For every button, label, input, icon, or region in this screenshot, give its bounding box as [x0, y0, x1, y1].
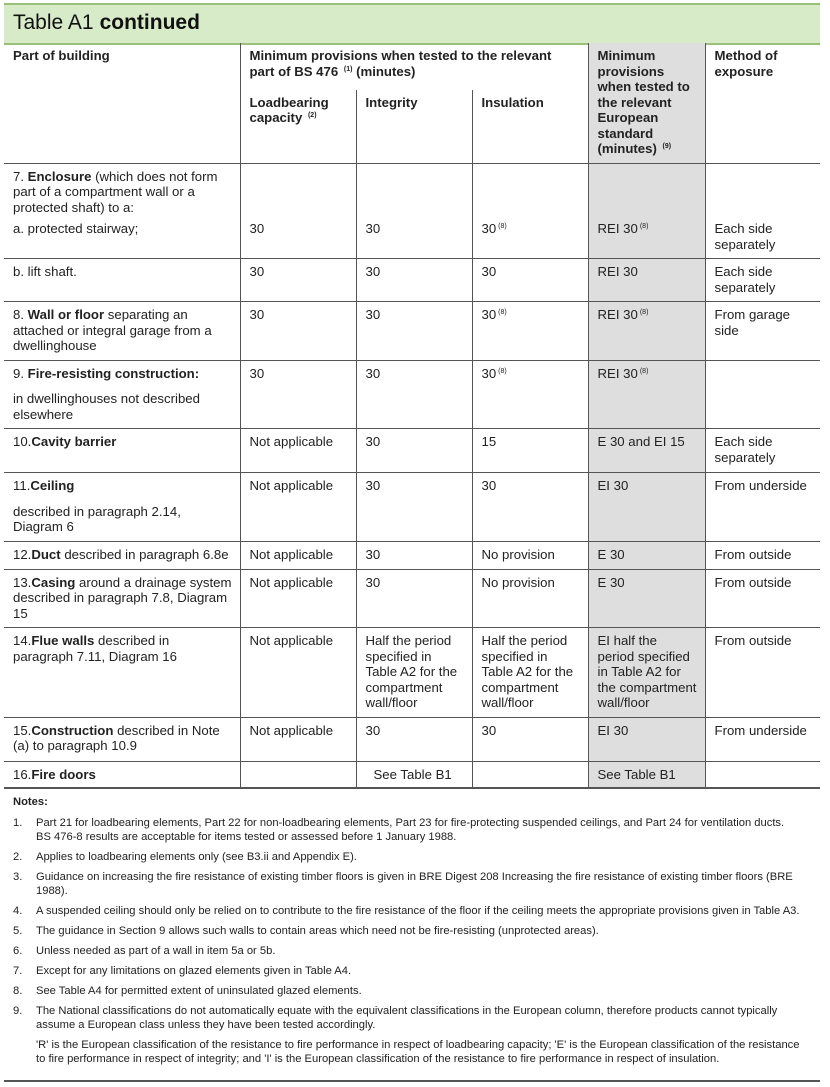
note-number: 6.: [13, 945, 23, 957]
note-body: Except for any limitations on glazed elements given in Table A4.: [36, 965, 352, 977]
note-item: [4, 816, 820, 844]
table-row: [4, 628, 820, 718]
empty-cell: [356, 163, 472, 221]
row16-load: [240, 761, 356, 789]
row15-integrity: 30: [356, 717, 472, 761]
row10-method: Each side separately: [705, 429, 820, 473]
row15-part: [4, 717, 240, 761]
header-row: [4, 43, 820, 90]
header-european-text: Minimum provisions when tested to the relevant European standard (minutes): [597, 48, 690, 156]
row16-integrity: See Table B1: [356, 761, 472, 789]
row7b-part: b. lift shaft.: [4, 259, 240, 302]
row-number: 8.: [13, 307, 24, 322]
row-description: (which does not form part of a compartment wall or a protected shaft) to a:: [13, 168, 218, 215]
row-number: 16.: [13, 766, 32, 782]
note-item: [4, 904, 820, 918]
row11-insulation: 30: [472, 473, 588, 542]
note-number: 4.: [13, 905, 23, 917]
row7b-integrity: 30: [356, 259, 472, 302]
table-row: [4, 761, 820, 789]
row-description: described in paragraph 6.8e: [64, 546, 229, 562]
row10-european: E 30 and EI 15: [588, 429, 705, 473]
note-number: 1.: [13, 817, 23, 829]
row7a-method: Each side separately: [705, 221, 820, 259]
note-item: [4, 870, 820, 898]
note-item: [4, 964, 820, 978]
row7b-insulation: 30: [472, 259, 588, 302]
note-text: [36, 984, 820, 998]
row-description: around a drainage system described in paragraph 7.8, Diagram 15: [13, 574, 232, 621]
fire-resistance-table: [4, 43, 820, 789]
row15-insulation: 30: [472, 717, 588, 761]
header-european: [588, 43, 705, 163]
row-description: described in Note (a) to paragraph 10.9: [13, 722, 220, 753]
row11-part: [4, 473, 240, 542]
row12-insulation: No provision: [472, 541, 588, 569]
table-row: [4, 163, 820, 221]
row11-integrity: 30: [356, 473, 472, 542]
row12-method: From outside: [705, 541, 820, 569]
notes-section: [4, 787, 820, 1072]
cell-value: REI 30: [597, 365, 638, 381]
row8-insulation: [472, 302, 588, 361]
header-loadbearing: [240, 90, 356, 163]
row-heading: Cavity barrier: [31, 434, 117, 449]
row13-method: From outside: [705, 569, 820, 628]
note-text: [36, 870, 820, 898]
row16-part: [4, 761, 240, 789]
row-heading: Fire doors: [31, 766, 96, 782]
note-item: [4, 924, 820, 938]
header-min-bs-text: Minimum provisions when tested to the relevant part of BS 476: [249, 48, 552, 79]
row-heading: Flue walls: [31, 633, 95, 648]
row9-part: [4, 360, 240, 429]
table-row: [4, 360, 820, 429]
row-number: 15.: [13, 722, 32, 738]
row-heading: Ceiling: [30, 478, 75, 493]
row13-insulation: No provision: [472, 569, 588, 628]
row-heading: Wall or floor: [27, 307, 105, 322]
table-row: [4, 259, 820, 302]
cell-sup: (8): [498, 367, 507, 375]
note-item: [4, 850, 820, 864]
cell-value: 30: [481, 221, 497, 236]
row-number: 13.: [13, 574, 32, 590]
row-number: 12.: [13, 546, 32, 562]
row11-european: EI 30: [588, 473, 705, 542]
note-text: [36, 944, 820, 958]
row-number: 11.: [13, 478, 31, 493]
note-item: [4, 1004, 820, 1066]
row11-method: From underside: [705, 473, 820, 542]
note-text: [36, 850, 820, 864]
row8-part: [4, 302, 240, 361]
table-row: [4, 541, 820, 569]
row9-integrity: 30: [356, 360, 472, 429]
note-body: Unless needed as part of a wall in item 5a or 5b.: [36, 945, 276, 957]
table-title-prefix: Table A1: [13, 11, 94, 34]
table-row: [4, 717, 820, 761]
row10-insulation: 15: [472, 429, 588, 473]
notes-list: [4, 816, 820, 1066]
row-description: described in paragraph 7.11, Diagram 16: [13, 633, 177, 664]
table-row: [4, 569, 820, 628]
row13-european: E 30: [588, 569, 705, 628]
row-number: 10.: [13, 434, 32, 449]
table-title: [13, 11, 200, 35]
row12-load: Not applicable: [240, 541, 356, 569]
table-title-bar: [4, 3, 820, 45]
row11-load: Not applicable: [240, 473, 356, 542]
note-body: See Table A4 for permitted extent of uninsulated glazed elements.: [36, 985, 362, 997]
row-number: 14.: [13, 633, 32, 648]
note-body: A suspended ceiling should only be relied on to contribute to the fire resistance of the floor if the ceiling meets the appropriate provisions given in Table A3.: [36, 905, 800, 917]
empty-cell: [240, 163, 356, 221]
header-loadbearing-sup: (2): [307, 112, 317, 120]
row-number: 9.: [13, 365, 24, 381]
row-heading: Enclosure: [27, 168, 92, 184]
row16-european: See Table B1: [588, 761, 705, 789]
note-body: Part 21 for loadbearing elements, Part 22 for non-loadbearing elements, Part 23 for fire-protecting suspended ceilings, and Part 24 for ventilation ducts. BS 476-8 results are acceptable for items tested or assessed before 1 January 1988.: [36, 817, 785, 843]
row13-part: [4, 569, 240, 628]
cell-sup: (8): [639, 367, 649, 375]
header-integrity: Integrity: [356, 90, 472, 163]
row14-integrity: Half the period specified in Table A2 for the compartment wall/floor: [356, 628, 472, 718]
table-title-suffix: continued: [99, 11, 200, 34]
note-number: 7.: [13, 965, 23, 977]
note-number: 2.: [13, 851, 23, 863]
cell-value: 30: [481, 307, 497, 322]
note-number: 5.: [13, 925, 23, 937]
row14-european: EI half the period specified in Table A2 for the compartment wall/floor: [588, 628, 705, 718]
header-method: Method of exposure: [705, 43, 820, 163]
note-body: The guidance in Section 9 allows such walls to contain areas which need not be fire-resisting (unprotected areas).: [36, 925, 599, 937]
note-item: [4, 984, 820, 998]
row15-method: From underside: [705, 717, 820, 761]
note-text: [36, 964, 820, 978]
header-min-bs-sup: (1): [343, 65, 353, 73]
cell-sup: (8): [498, 223, 507, 230]
row-description: separating an attached or integral garage from a dwellinghouse: [13, 307, 212, 353]
row7b-method: Each side separately: [705, 259, 820, 302]
note-extra: 'R' is the European classification of the resistance to fire performance in respect of loadbearing capacity; 'E' is the European classification of the resistance to fire performance in respect of integrity; and 'I' is the European classification of the resistance to fire performance in respect of insulation.: [36, 1039, 800, 1065]
row13-load: Not applicable: [240, 569, 356, 628]
row-description: in dwellinghouses not described elsewhere: [13, 391, 200, 422]
header-part-of-building: Part of building: [4, 43, 240, 163]
row10-load: Not applicable: [240, 429, 356, 473]
row8-integrity: 30: [356, 302, 472, 361]
row7a-part: a. protected stairway;: [4, 221, 240, 259]
row7a-integrity: 30: [356, 221, 472, 259]
row14-method: From outside: [705, 628, 820, 718]
row9-european: [588, 360, 705, 429]
header-min-bs: [240, 43, 588, 90]
row7b-european: REI 30: [588, 259, 705, 302]
row15-load: Not applicable: [240, 717, 356, 761]
row9-insulation: [472, 360, 588, 429]
row13-integrity: 30: [356, 569, 472, 628]
empty-cell: [472, 163, 588, 221]
note-number: 8.: [13, 985, 23, 997]
note-item: [4, 944, 820, 958]
notes-heading: Notes:: [13, 796, 48, 808]
row7a-european: [588, 221, 705, 259]
empty-cell: [705, 163, 820, 221]
empty-cell: [588, 163, 705, 221]
row8-load: 30: [240, 302, 356, 361]
row10-integrity: 30: [356, 429, 472, 473]
note-text: [36, 1004, 820, 1066]
row-description: described in paragraph 2.14, Diagram 6: [13, 503, 181, 534]
table-row: [4, 302, 820, 361]
row7-part: [4, 163, 240, 221]
row9-load: 30: [240, 360, 356, 429]
table-row: [4, 473, 820, 542]
note-text: [36, 816, 820, 844]
row12-integrity: 30: [356, 541, 472, 569]
row10-part: [4, 429, 240, 473]
row15-european: EI 30: [588, 717, 705, 761]
note-number: 9.: [13, 1005, 23, 1017]
cell-value: REI 30: [597, 221, 638, 236]
note-body: The National classifications do not automatically equate with the equivalent classifications in the European column, therefore products cannot typically assume a European class unless they have been tested accordingly.: [36, 1005, 778, 1031]
row8-european: [588, 302, 705, 361]
note-text: [36, 904, 820, 918]
row-number: 7.: [13, 168, 24, 184]
table-row: [4, 221, 820, 259]
row16-method: [705, 761, 820, 789]
cell-value: REI 30: [597, 307, 638, 322]
row12-part: [4, 541, 240, 569]
row-heading: Construction: [31, 722, 114, 738]
header-european-sup: (9): [662, 143, 672, 150]
row14-insulation: Half the period specified in Table A2 for the compartment wall/floor: [472, 628, 588, 718]
row9-method: [705, 360, 820, 429]
note-number: 3.: [13, 871, 23, 883]
page: [2, 0, 828, 1087]
note-body: Applies to loadbearing elements only (see B3.ii and Appendix E).: [36, 851, 357, 863]
row-heading: Fire-resisting construction:: [27, 365, 200, 381]
cell-sup: (8): [498, 309, 507, 316]
row8-method: From garage side: [705, 302, 820, 361]
bottom-divider: [4, 1080, 820, 1082]
row-heading: Casing: [31, 574, 76, 590]
row7a-load: 30: [240, 221, 356, 259]
row12-european: E 30: [588, 541, 705, 569]
header-min-bs-tail: (minutes): [356, 63, 416, 79]
note-body: Guidance on increasing the fire resistance of existing timber floors is given in BRE Digest 208 Increasing the fire resistance of existing timber floors (BRE 1988).: [36, 871, 793, 897]
row16-insulation: [472, 761, 588, 789]
row14-part: [4, 628, 240, 718]
header-loadbearing-text: Loadbearing capacity: [249, 94, 329, 126]
note-text: [36, 924, 820, 938]
cell-value: 30: [481, 365, 497, 381]
row7a-insulation: [472, 221, 588, 259]
cell-sup: (8): [639, 223, 649, 230]
table-row: [4, 429, 820, 473]
cell-sup: (8): [639, 309, 649, 316]
header-insulation: Insulation: [472, 90, 588, 163]
row-heading: Duct: [31, 546, 61, 562]
row7b-load: 30: [240, 259, 356, 302]
row14-load: Not applicable: [240, 628, 356, 718]
